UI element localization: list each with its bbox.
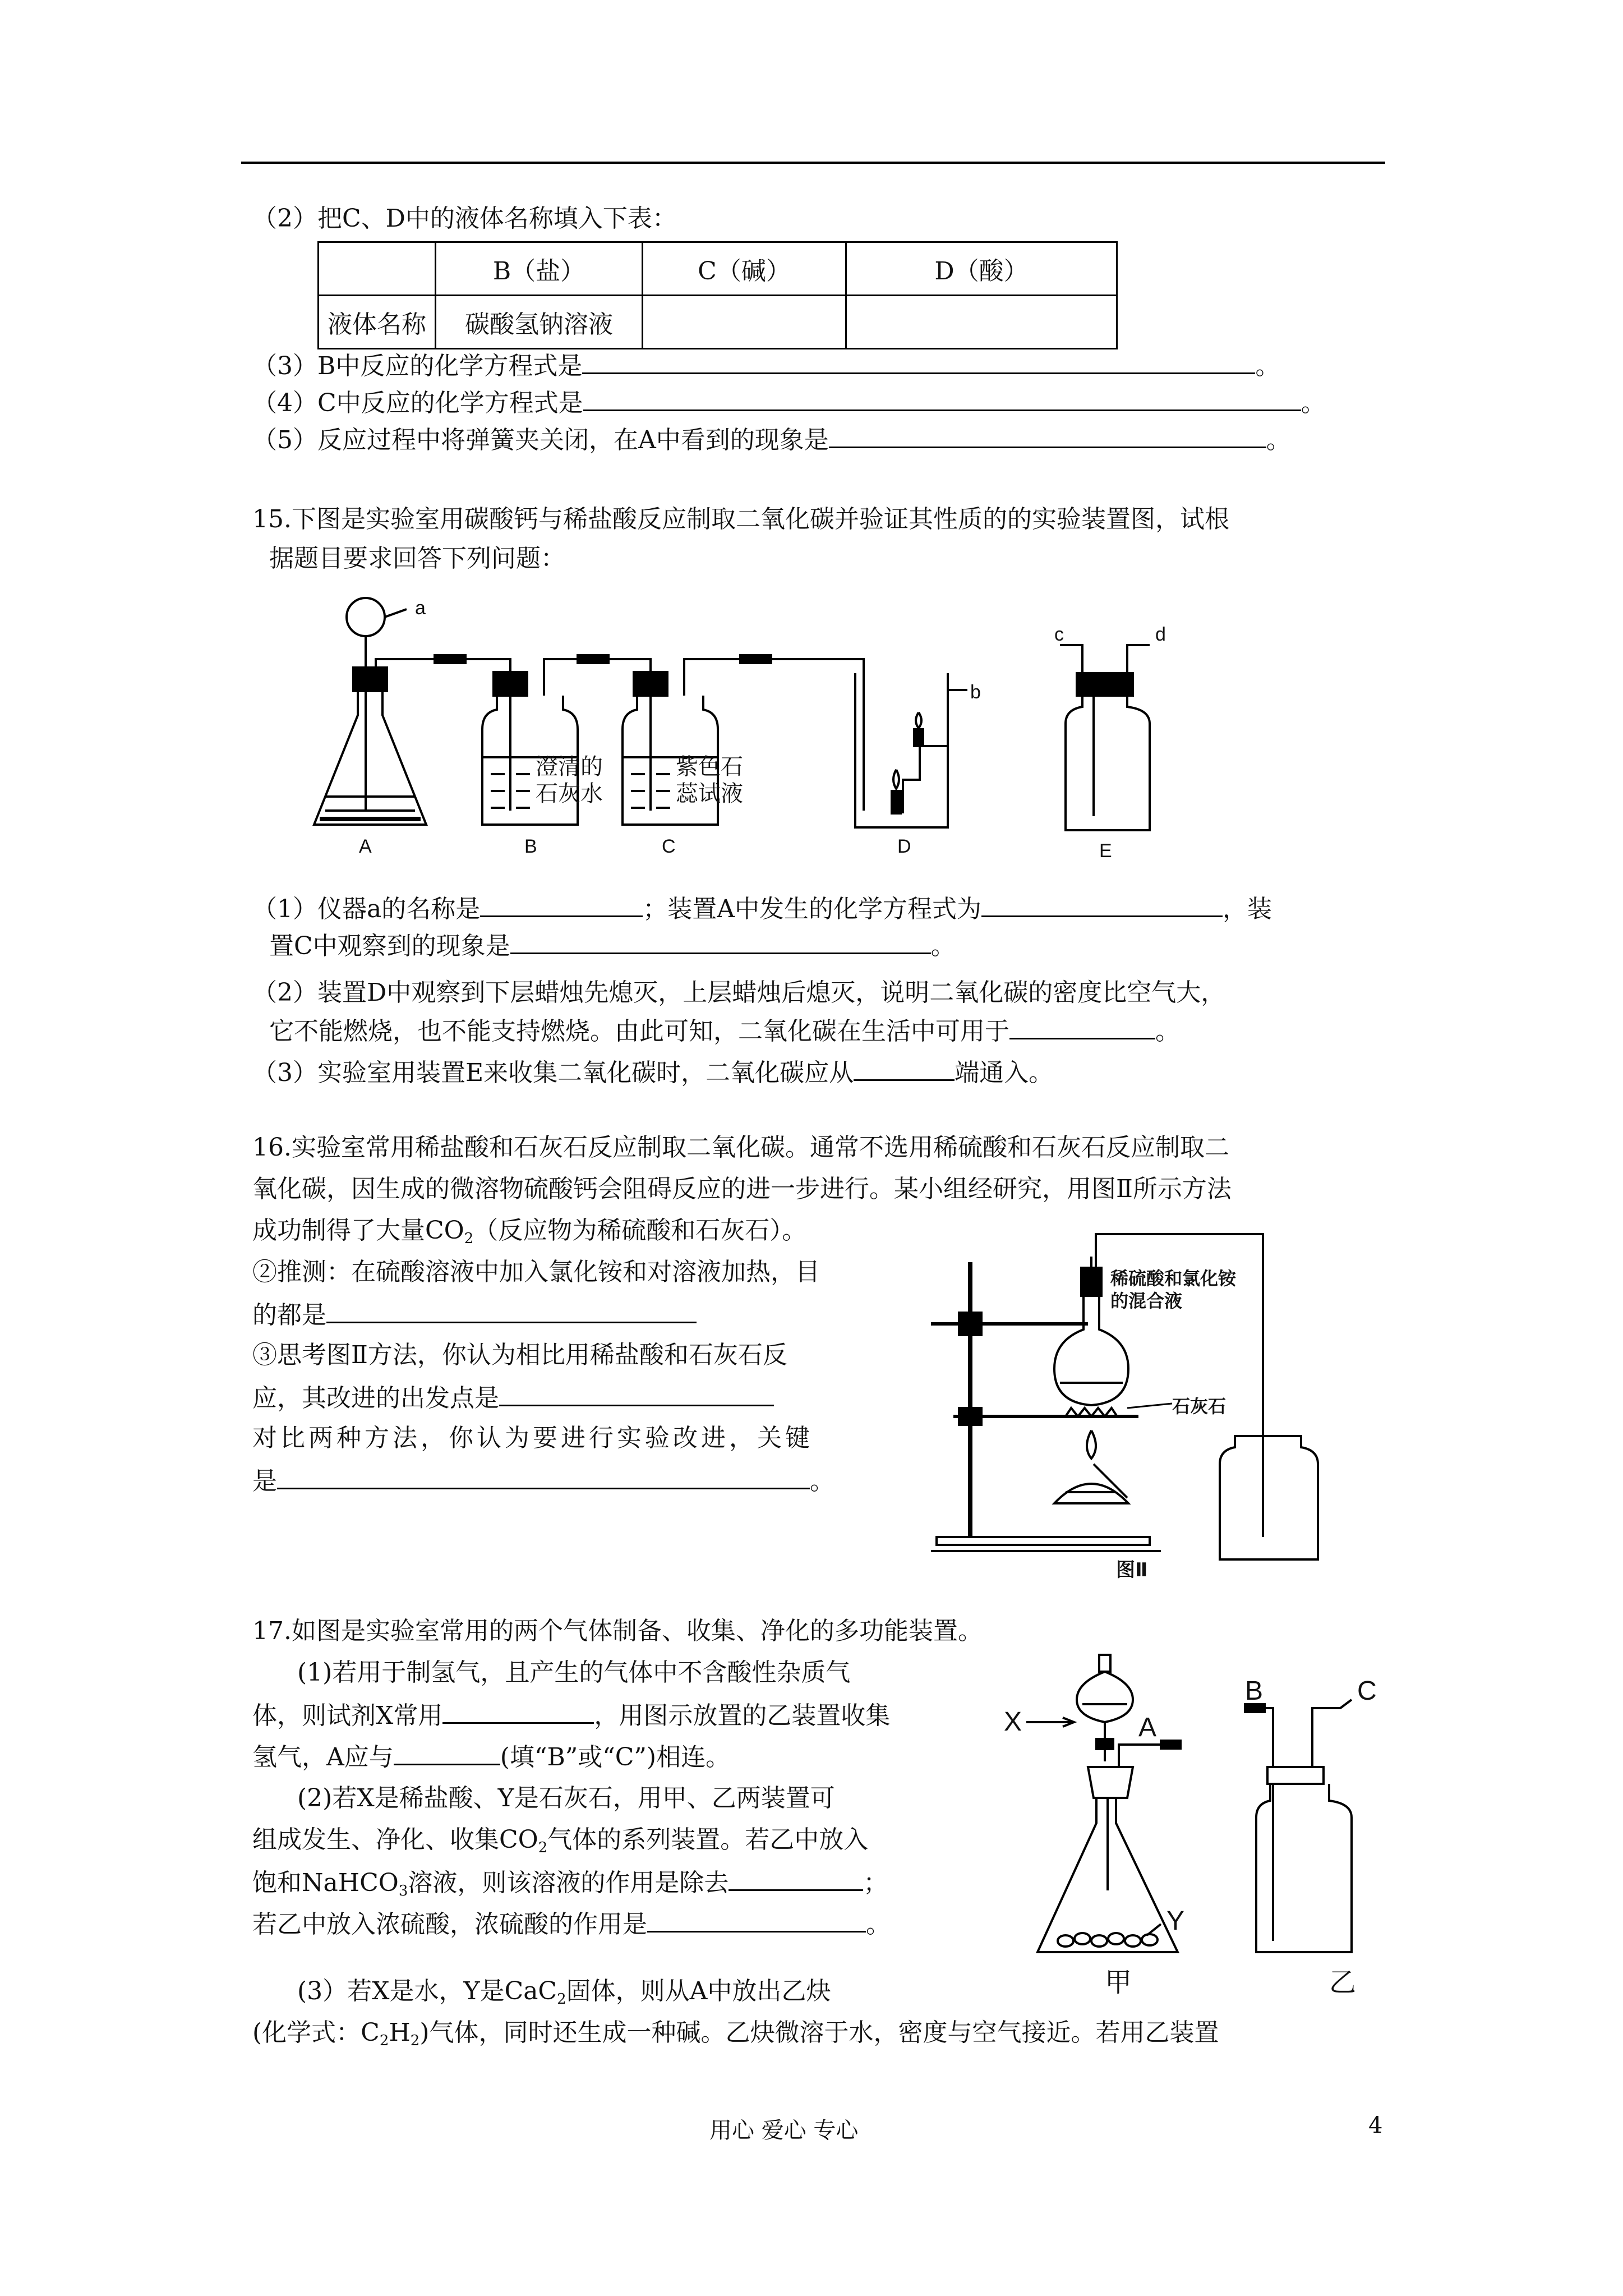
q14-part4-text: （4）C中反应的化学方程式是 (252, 389, 583, 417)
q17-part2-line4 (252, 1906, 891, 1941)
period: 。 (1266, 426, 1291, 454)
fig2-label-mix-2: 的混合液 (1110, 1291, 1183, 1311)
table-cell-blank[interactable] (846, 296, 1117, 349)
q15-part2-text: 它不能燃烧，也不能支持燃烧。由此可知，二氧化碳在生活中可用于 (269, 1017, 1009, 1046)
answer-blank[interactable] (326, 1297, 697, 1323)
stopper-a (353, 668, 387, 691)
q14-part4 (252, 385, 1326, 420)
label-lime-water-2: 石灰水 (536, 781, 603, 806)
period: 。 (866, 1910, 891, 1939)
q17-text: 体，则试剂X常用 (252, 1701, 443, 1730)
q15-intro-line2: 据题目要求回答下列问题： (269, 544, 565, 573)
separatory-funnel-bulb (347, 598, 385, 636)
q17-part3-line1 (297, 1975, 831, 2016)
gas-bottle-yi (1256, 1784, 1352, 1952)
q16-text: （反应物为稀硫酸和石灰石）。 (473, 1216, 807, 1245)
q15-part1-line2 (269, 928, 956, 963)
q14-part5-text: （5）反应过程中将弹簧夹关闭，在A中看到的现象是 (252, 426, 829, 454)
label-litmus-1: 紫色石 (676, 754, 743, 779)
q14-answer-table (317, 241, 1118, 349)
collection-bottle (1220, 1436, 1318, 1559)
q15-part1-text: 置C中观察到的现象是 (269, 932, 510, 960)
q15-part2-line1: （2）装置D中观察到下层蜡烛先熄灭，上层蜡烛后熄灭，说明二氧化碳的密度比空气大， (252, 978, 1226, 1007)
q16-line6: ③思考图Ⅱ方法，你认为相比用稀盐酸和石灰石反 (252, 1341, 787, 1369)
q15-part3-text: （3）实验室用装置E来收集二氧化碳时，二氧化碳应从 (252, 1059, 854, 1087)
answer-blank[interactable] (277, 1463, 810, 1489)
q17-text: 气体的系列装置。若乙中放入 (547, 1825, 869, 1854)
table-cell-blank[interactable] (643, 296, 846, 349)
round-bottom-flask (1054, 1296, 1128, 1405)
label-D: D (897, 836, 911, 857)
subscript: 2 (410, 2032, 420, 2049)
answer-blank[interactable] (480, 891, 643, 917)
label-E: E (1099, 840, 1112, 862)
q16-text: 的都是 (252, 1301, 326, 1329)
period: 。 (810, 1467, 834, 1496)
header-rule (241, 162, 1385, 164)
q14-part5 (252, 422, 1291, 457)
label-a: a (415, 597, 426, 619)
table-row (319, 296, 1117, 349)
q16-line4: ②推测：在硫酸溶液中加入氯化铵和对溶液加热，目 (252, 1258, 820, 1286)
q17-text: )气体，同时还生成一种碱。乙炔微溶于水，密度与空气接近。若用乙装置 (419, 2018, 1219, 2047)
subscript: 2 (538, 1839, 548, 1856)
q16-text: 应，其改进的出发点是 (252, 1384, 499, 1412)
separatory-funnel (1077, 1672, 1133, 1722)
stand-base (937, 1537, 1150, 1545)
page-number: 4 (1368, 2113, 1383, 2138)
q16-figure-2-apparatus (925, 1223, 1374, 1588)
q15-part1-text: ，装 (1223, 895, 1272, 923)
gas-bottle-e (1066, 696, 1150, 830)
subscript: 3 (398, 1883, 408, 1899)
answer-blank[interactable] (583, 385, 1301, 411)
table-row-label: 液体名称 (319, 296, 436, 349)
q16-line1: 16.实验室常用稀盐酸和石灰石反应制取二氧化碳。通常不选用稀硫酸和石灰石反应制取二 (252, 1133, 1229, 1162)
footer-motto: 用心 爱心 专心 (709, 2118, 859, 2143)
answer-blank[interactable] (829, 422, 1266, 448)
label-c: c (1054, 624, 1064, 645)
answer-blank[interactable] (499, 1380, 774, 1406)
q17-part2-line2 (252, 1823, 868, 1865)
q16-text: 是 (252, 1467, 277, 1496)
q14-part3-text: （3）B中反应的化学方程式是 (252, 352, 583, 380)
q14-part3 (252, 348, 1280, 383)
label-A: A (359, 836, 372, 857)
q17-text: ，用图示放置的乙装置收集 (594, 1701, 891, 1730)
answer-blank[interactable] (728, 1865, 863, 1891)
q17-text: (填“B”或“C”)相连。 (500, 1743, 731, 1772)
stopper-c (634, 672, 667, 696)
q17-apparatus-diagram (993, 1638, 1424, 1997)
q17-part1-line2 (252, 1697, 890, 1733)
label-B: B (1245, 1676, 1264, 1706)
stopper-b (494, 672, 527, 696)
q17-part1-line3 (252, 1739, 730, 1774)
q17-part1-line1: (1)若用于制氢气，且产生的气体中不含酸性杂质气 (297, 1658, 851, 1687)
q16-line9 (252, 1463, 834, 1498)
q17-text: ； (863, 1869, 888, 1897)
q17-text: 固体，则从A中放出乙炔 (566, 1977, 831, 2005)
period: 。 (1155, 1017, 1180, 1046)
q15-part2-line2 (269, 1013, 1180, 1048)
label-A: A (1138, 1713, 1157, 1742)
answer-blank[interactable] (854, 1055, 955, 1081)
table-header-row (319, 242, 1117, 296)
q17-text: 组成发生、净化、收集CO (252, 1825, 538, 1854)
q17-part2-line1: (2)若X是稀盐酸、Y是石灰石，用甲、乙两装置可 (297, 1784, 835, 1812)
answer-blank[interactable] (647, 1906, 866, 1932)
subscript: 2 (379, 2032, 389, 2049)
q16-line2: 氧化碳，因生成的微溶物硫酸钙会阻碍反应的进一步进行。某小组经研究，用图Ⅱ所示方法 (252, 1175, 1232, 1203)
q16-line5 (252, 1297, 697, 1332)
label-C: C (1357, 1676, 1377, 1706)
answer-blank[interactable] (510, 928, 931, 954)
q16-text: 成功制得了大量CO (252, 1216, 464, 1245)
subscript: 2 (557, 1991, 566, 2008)
label-C: C (662, 836, 676, 857)
q17-text: 氢气，A应与 (252, 1743, 394, 1772)
fig2-label-mix-1: 稀硫酸和氯化铵 (1110, 1268, 1237, 1289)
q16-line7 (252, 1380, 774, 1415)
answer-blank[interactable] (981, 891, 1223, 917)
q16-line3 (252, 1214, 806, 1255)
fig2-caption: 图Ⅱ (1116, 1559, 1148, 1581)
label-X: X (1004, 1707, 1022, 1737)
label-Y: Y (1166, 1906, 1185, 1936)
q17-text: (化学式：C (252, 2018, 380, 2047)
q15-part1-text: ；装置A中发生的化学方程式为 (643, 895, 982, 923)
label-yi: 乙 (1329, 1968, 1357, 1997)
table-header-cell (319, 242, 436, 296)
q17-text: (3）若X是水，Y是CaC (297, 1977, 557, 2005)
answer-blank[interactable] (394, 1739, 500, 1765)
period: 。 (930, 932, 956, 960)
q15-part1-line1 (252, 891, 1272, 926)
conical-flask (314, 691, 426, 825)
answer-blank[interactable] (442, 1697, 594, 1724)
period: 。 (1301, 389, 1326, 417)
q15-apparatus-diagram (303, 589, 1368, 881)
q15-intro-line1: 15.下图是实验室用碳酸钙与稀盐酸反应制取二氧化碳并验证其性质的的实验装置图，试根 (252, 505, 1229, 533)
q14-part2: （2）把C、D中的液体名称填入下表： (252, 204, 677, 233)
q17-part3-line2 (252, 2016, 1219, 2058)
label-jia: 甲 (1105, 1968, 1132, 1997)
q16-line8: 对比两种方法，你认为要进行实验改进，关键 (252, 1424, 813, 1452)
table-header-cell: C（碱） (643, 242, 846, 296)
period: 。 (1255, 352, 1280, 380)
q15-part3-text: 端通入。 (955, 1059, 1054, 1087)
table-header-cell: D（酸） (846, 242, 1117, 296)
table-cell: 碳酸氢钠溶液 (436, 296, 643, 349)
label-lime-water-1: 澄清的 (536, 754, 603, 779)
q17-text: 若乙中放入浓硫酸，浓硫酸的作用是 (252, 1910, 647, 1939)
q17-text: 饱和NaHCO (252, 1869, 399, 1897)
q17-text: 溶液，则该溶液的作用是除去 (408, 1869, 729, 1897)
q15-part1-text: （1）仪器a的名称是 (252, 895, 481, 923)
subscript: 2 (464, 1230, 474, 1247)
label-B: B (524, 836, 537, 857)
label-litmus-2: 蕊试液 (676, 781, 743, 806)
stopper-e (1077, 673, 1133, 696)
q17-part2-line3 (252, 1865, 888, 1908)
table-header-cell: B（盐） (436, 242, 643, 296)
q17-title: 17.如图是实验室常用的两个气体制备、收集、净化的多功能装置。 (252, 1617, 983, 1645)
label-d: d (1155, 624, 1166, 645)
q17-text: H (389, 2018, 411, 2047)
q15-part3 (252, 1055, 1053, 1090)
label-b-lower: b (970, 682, 981, 703)
fig2-label-limestone: 石灰石 (1172, 1396, 1227, 1416)
answer-blank[interactable] (1009, 1013, 1155, 1039)
answer-blank[interactable] (582, 348, 1255, 374)
